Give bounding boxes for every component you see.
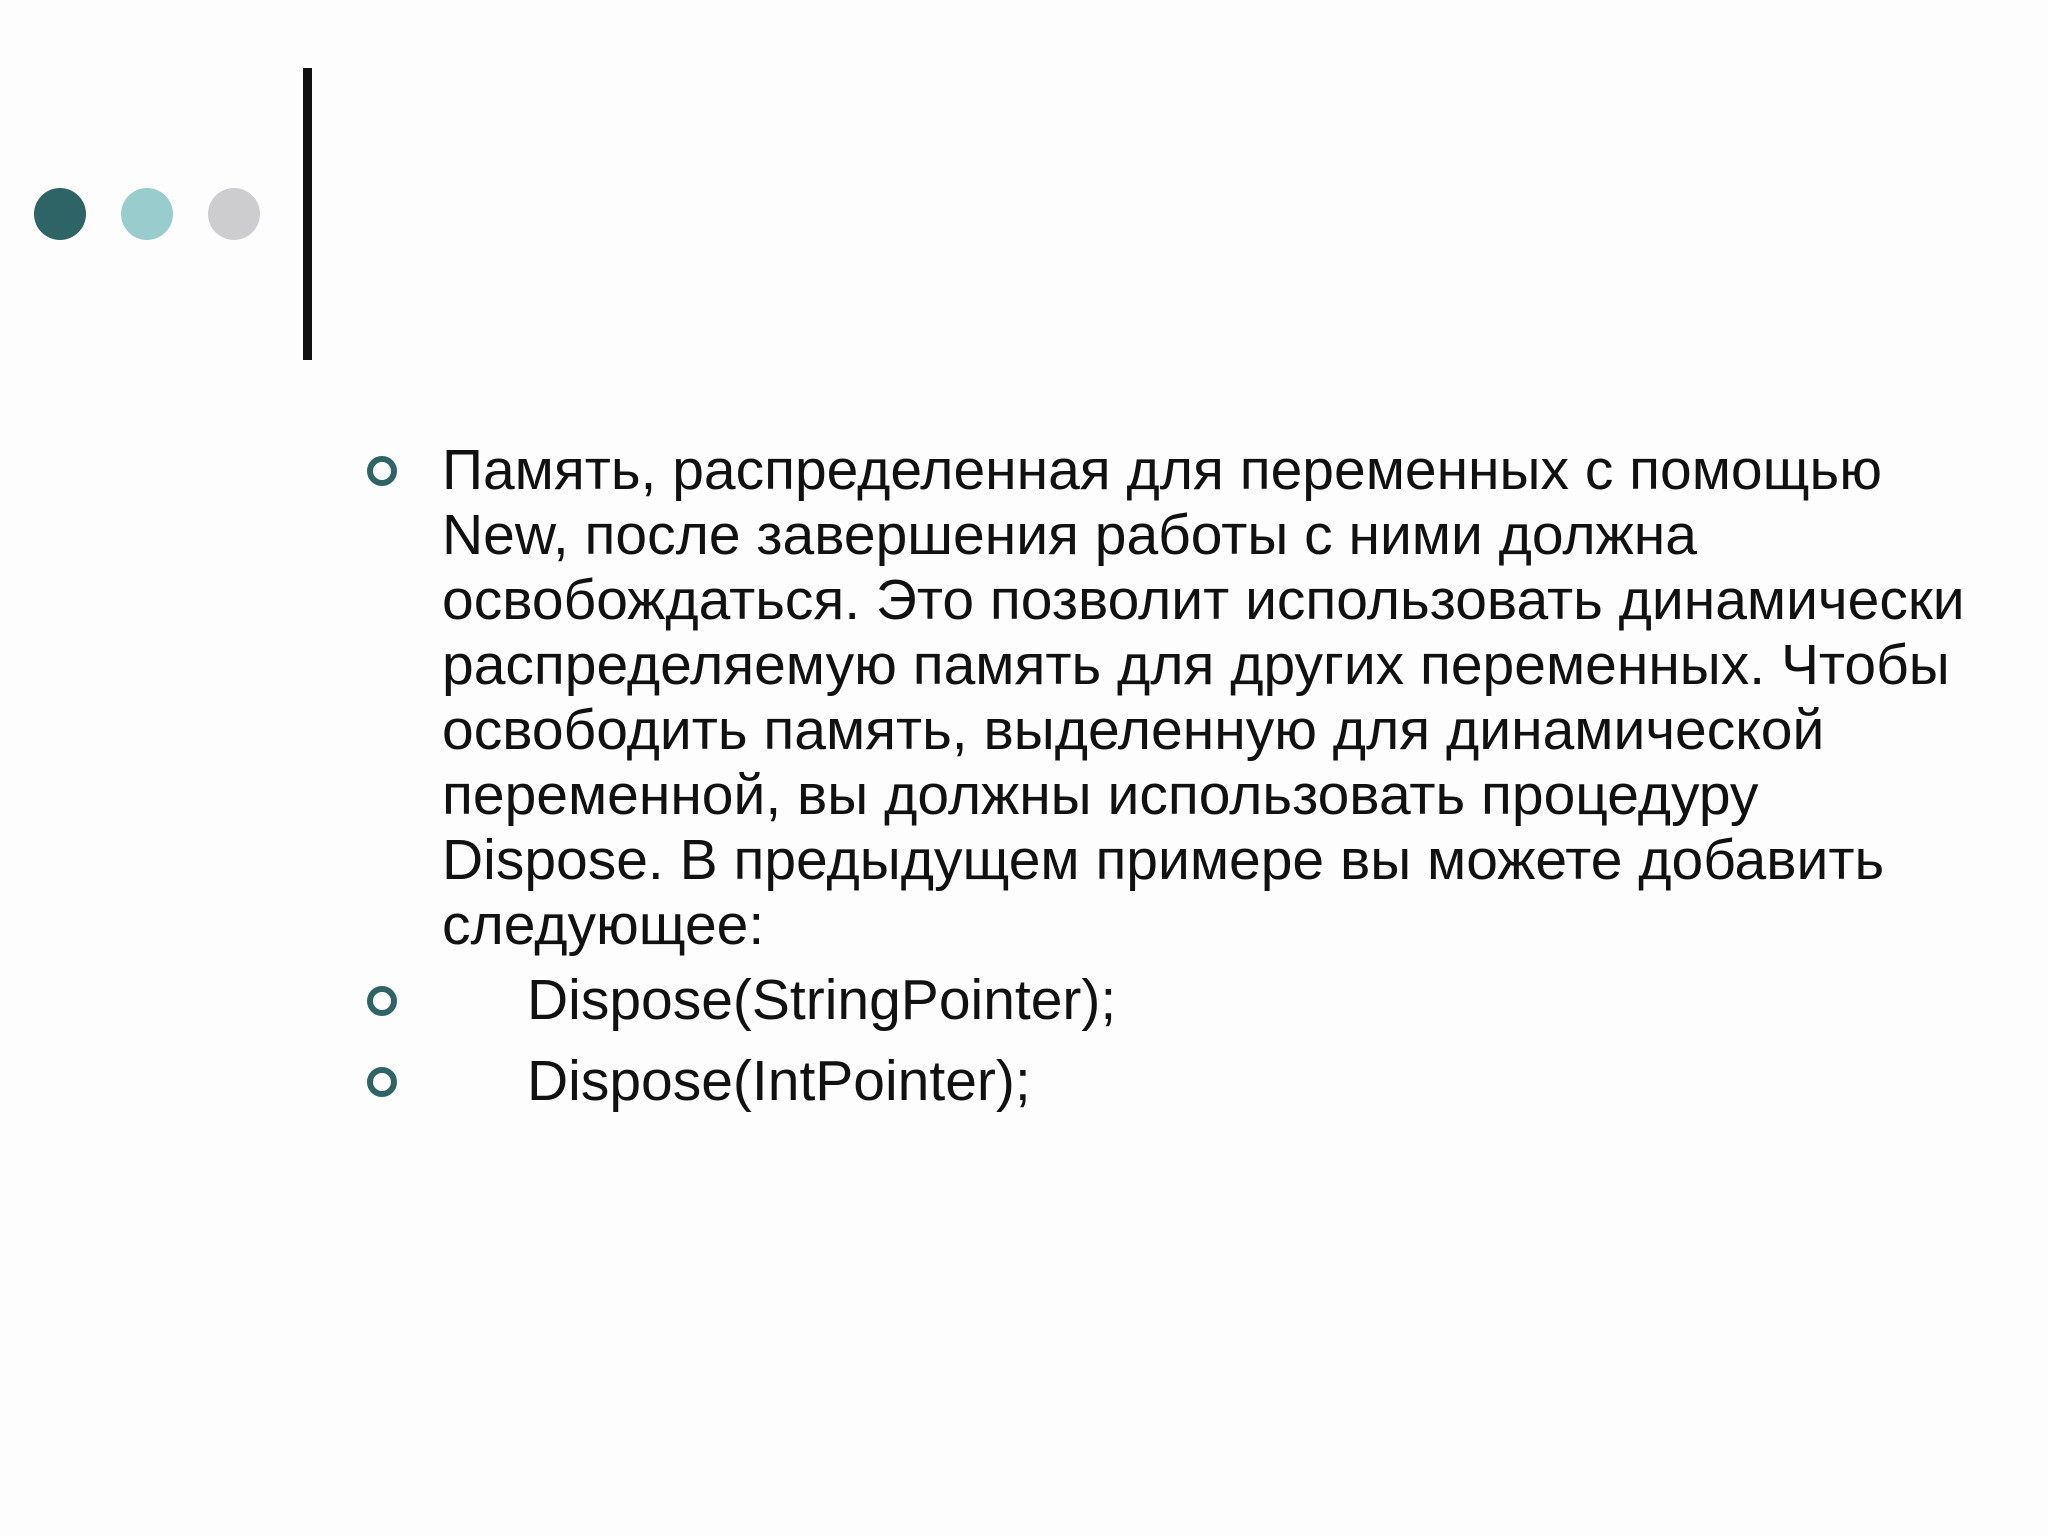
decor-vertical-bar xyxy=(303,68,312,360)
bullet-text: Память, распределенная для переменных с помощью New, после завершения работы с ними должна освобождаться. Это позволит использовать динамически распределяемую память для других переменных. Чтобы освободить память, выделенную для динамической переменной, вы должны использовать процедуру Dispose. В предыдущем примере вы можете добавить следующее: xyxy=(442,438,1965,957)
circle-bullet-icon xyxy=(367,986,397,1016)
bullet-list xyxy=(358,438,1978,1130)
bullet-item-code xyxy=(358,1049,1978,1114)
bullet-text-code: Dispose(StringPointer); xyxy=(527,968,1117,1032)
circle-bullet-icon xyxy=(367,1067,397,1097)
bullet-item-code xyxy=(358,968,1978,1033)
bullet-text-code: Dispose(IntPointer); xyxy=(527,1049,1031,1113)
bullet-item xyxy=(358,438,1978,958)
decor-dot-light-gray xyxy=(208,188,260,240)
circle-bullet-icon xyxy=(367,456,397,486)
decor-dot-light-teal xyxy=(121,188,173,240)
decor-dot-dark-teal xyxy=(34,188,86,240)
